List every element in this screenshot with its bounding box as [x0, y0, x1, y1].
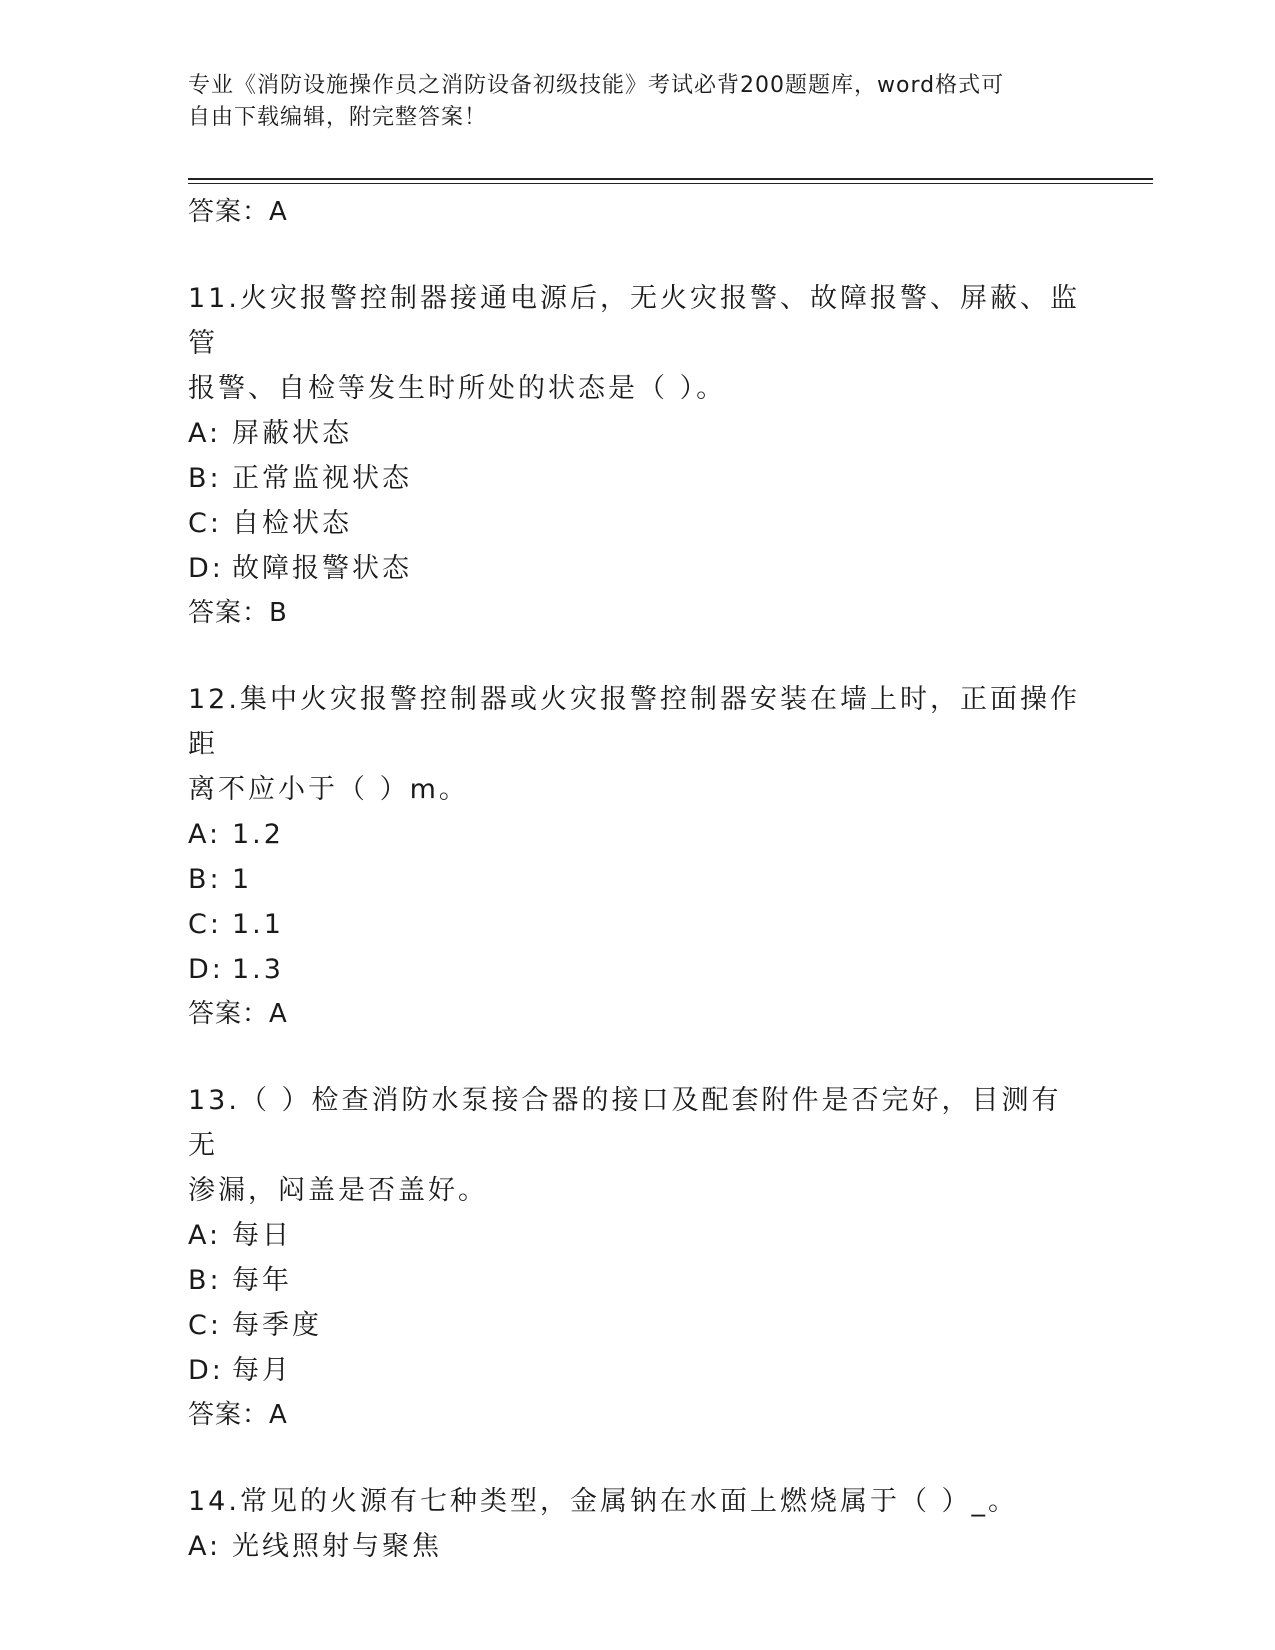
option-text: 每月: [232, 1355, 292, 1386]
option-text: 自检状态: [232, 508, 352, 539]
question-stem: [188, 677, 1088, 812]
option-letter: A:: [188, 819, 222, 850]
option-c: [188, 1303, 1088, 1348]
option-letter: B:: [188, 864, 222, 895]
option-letter: D:: [188, 1355, 224, 1386]
option-text: 1: [232, 864, 253, 895]
question-stem: [188, 276, 1088, 411]
question-stem-line: 离不应小于（ ）m。: [188, 774, 469, 805]
question-stem-line: 报警、自检等发生时所处的状态是（ ）。: [188, 373, 727, 404]
answer-line: 答案：B: [188, 598, 288, 628]
option-d: [188, 947, 1088, 992]
option-text: 每季度: [232, 1310, 322, 1341]
option-c: [188, 501, 1088, 546]
option-letter: B:: [188, 463, 222, 494]
option-text: 光线照射与聚焦: [232, 1531, 442, 1562]
question-list: [188, 190, 1088, 1569]
option-b: [188, 456, 1088, 501]
option-letter: B:: [188, 1265, 222, 1296]
option-text: 每年: [232, 1265, 292, 1296]
header-divider-thick: [188, 178, 1153, 180]
option-c: [188, 902, 1088, 947]
option-d: [188, 1348, 1088, 1393]
option-a: [188, 1524, 1088, 1569]
option-d: [188, 546, 1088, 591]
answer-line: 答案：A: [188, 999, 288, 1029]
option-letter: A:: [188, 418, 222, 449]
option-a: [188, 1213, 1088, 1258]
option-text: 正常监视状态: [232, 463, 412, 494]
question-block: [188, 1078, 1088, 1437]
question-stem-line: 渗漏，闷盖是否盖好。: [188, 1175, 488, 1206]
option-letter: A:: [188, 1220, 222, 1251]
question-stem-line: 13.（ ）检查消防水泵接合器的接口及配套附件是否完好，目测有无: [188, 1085, 1062, 1161]
document-header: [188, 70, 1068, 134]
option-text: 屏蔽状态: [232, 418, 352, 449]
question-stem-line: 12.集中火灾报警控制器或火灾报警控制器安装在墙上时，正面操作距: [188, 684, 1080, 760]
option-text: 1.3: [232, 954, 284, 985]
header-line-1: 专业《消防设施操作员之消防设备初级技能》考试必背200题题库，word格式可: [188, 73, 1005, 98]
option-letter: C:: [188, 1310, 222, 1341]
question-stem-line: 14.常见的火源有七种类型，金属钠在水面上燃烧属于（ ）_。: [188, 1486, 1019, 1517]
option-b: [188, 1258, 1088, 1303]
option-letter: C:: [188, 909, 222, 940]
option-letter: C:: [188, 508, 222, 539]
question-block: [188, 276, 1088, 635]
option-letter: D:: [188, 954, 224, 985]
answer-line: 答案：A: [188, 1400, 288, 1430]
question-block: [188, 677, 1088, 1036]
option-text: 每日: [232, 1220, 292, 1251]
question-block: [188, 1479, 1088, 1569]
option-letter: D:: [188, 553, 224, 584]
header-line-2: 自由下载编辑，附完整答案！: [188, 105, 488, 130]
option-text: 故障报警状态: [232, 553, 412, 584]
option-a: [188, 411, 1088, 456]
option-text: 1.2: [232, 819, 284, 850]
question-stem-line: 11.火灾报警控制器接通电源后，无火灾报警、故障报警、屏蔽、监管: [188, 283, 1080, 359]
option-a: [188, 812, 1088, 857]
option-letter: A:: [188, 1531, 222, 1562]
option-b: [188, 857, 1088, 902]
header-divider-thin: [188, 183, 1153, 184]
question-stem: [188, 1078, 1088, 1213]
answer-line: 答案：A: [188, 197, 288, 227]
question-stem: [188, 1479, 1088, 1524]
option-text: 1.1: [232, 909, 284, 940]
